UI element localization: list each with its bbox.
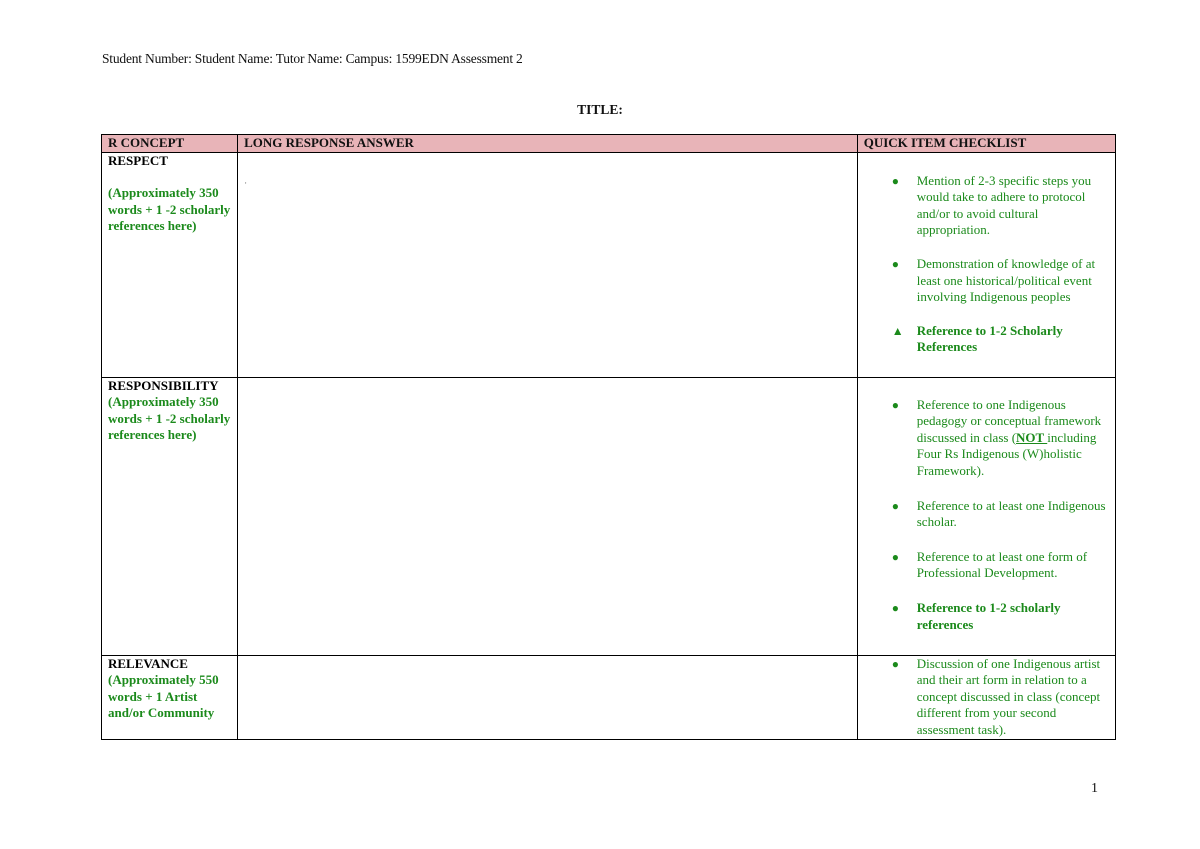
- concept-name: RELEVANCE: [108, 655, 188, 671]
- column-header-r-concept: R CONCEPT: [102, 135, 238, 153]
- bullet-icon: ●: [891, 498, 899, 513]
- checklist-item: ● Reference to at least one form of Professional Development.: [891, 548, 1088, 581]
- answer-placeholder-mark: ·: [244, 177, 248, 188]
- bullet-icon: ●: [891, 656, 899, 671]
- table-row-relevance: [102, 655, 1116, 739]
- checklist-item: ● Reference to one Indigenous pedagogy or conceptual framework discussed in class (NOT including Four Rs Indigenous (W)holistic Framework).: [891, 396, 1102, 478]
- concept-guidance: (Approximately 550 words + 1 Artist and/or Community: [108, 672, 219, 721]
- concept-name: RESPONSIBILITY: [108, 377, 219, 393]
- bullet-icon: ●: [891, 397, 899, 412]
- concept-cell: [102, 377, 238, 655]
- checklist-cell: [857, 655, 1115, 739]
- answer-cell-respect[interactable]: [238, 152, 858, 377]
- bullet-icon: ●: [891, 549, 899, 564]
- concept-cell: [102, 655, 238, 739]
- table-header-row: [102, 135, 1116, 153]
- answer-cell-relevance[interactable]: [238, 655, 858, 739]
- checklist-item: ● Mention of 2-3 specific steps you would take to adhere to protocol and/or to avoid cultural appropriation.: [891, 172, 1092, 238]
- document-title: TITLE:: [577, 102, 623, 117]
- concept-cell: [102, 152, 238, 377]
- column-header-checklist: QUICK ITEM CHECKLIST: [857, 135, 1115, 153]
- concept-guidance: (Approximately 350 words + 1 -2 scholarly references here): [108, 185, 231, 234]
- checklist-item: ● Discussion of one Indigenous artist and their art form in relation to a concept discussed in class (concept different from your second assessment task).: [891, 655, 1101, 737]
- answer-cell-responsibility[interactable]: [238, 377, 858, 655]
- checklist: [864, 397, 1109, 634]
- checklist: [864, 173, 1109, 356]
- checklist-item: ● Reference to at least one Indigenous scholar.: [891, 497, 1106, 530]
- bullet-icon: ●: [891, 600, 899, 615]
- table-row-respect: [102, 152, 1116, 377]
- checklist-item: ▲ Reference to 1-2 Scholarly References: [891, 322, 1063, 355]
- document-header-line: Student Number: Student Name: Tutor Name: Campus: 1599EDN Assessment 2: [102, 51, 523, 66]
- concept-name: RESPECT: [108, 152, 168, 168]
- table-row-responsibility: [102, 377, 1116, 655]
- checklist-cell: [857, 377, 1115, 655]
- checklist-cell: [857, 152, 1115, 377]
- column-header-long-response: LONG RESPONSE ANSWER: [238, 135, 858, 153]
- bullet-icon: ●: [891, 173, 899, 188]
- bullet-icon: ▲: [891, 323, 904, 338]
- concept-guidance: (Approximately 350 words + 1 -2 scholarly references here): [108, 394, 231, 443]
- checklist: [864, 656, 1109, 739]
- checklist-item: ● Demonstration of knowledge of at least one historical/political event involving Indigenous peoples: [891, 255, 1096, 305]
- checklist-item: ● Reference to 1-2 scholarly references: [891, 599, 1061, 632]
- assessment-table: [101, 134, 1116, 740]
- page-number: 1: [1091, 781, 1098, 796]
- bullet-icon: ●: [891, 256, 899, 271]
